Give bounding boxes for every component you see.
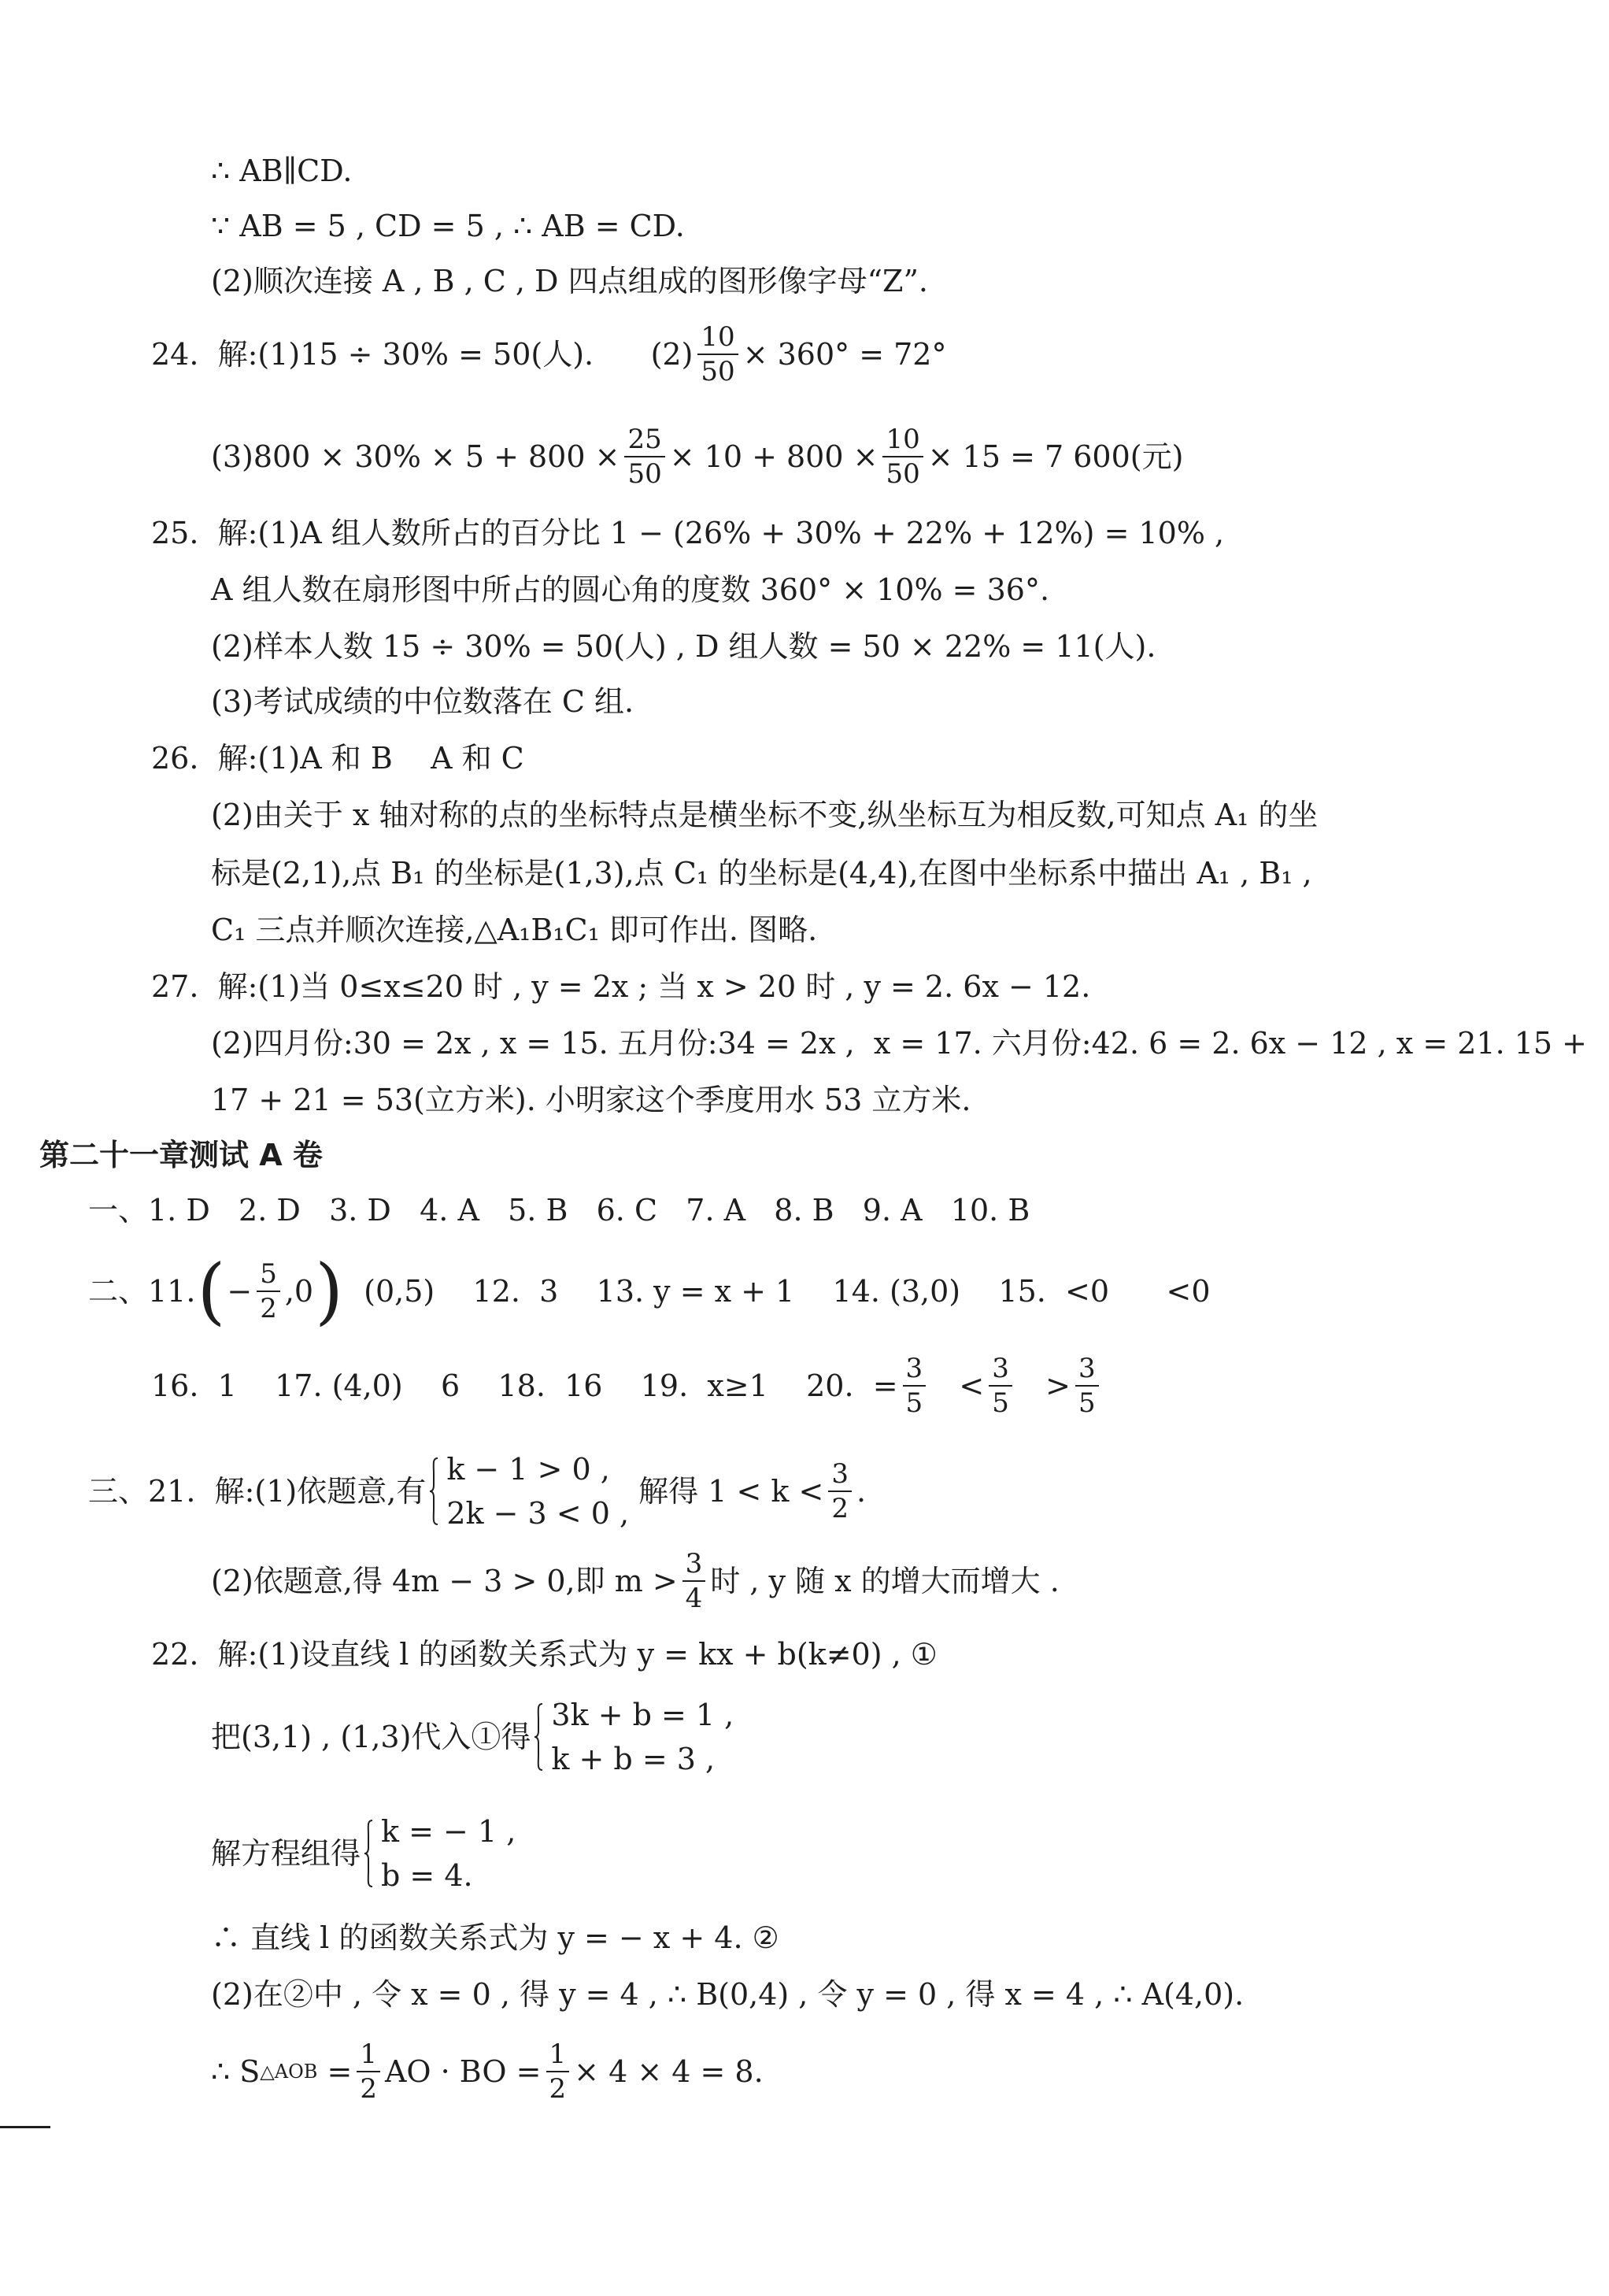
text: (3)考试成绩的中位数落在 C 组. <box>211 684 634 719</box>
equation-system <box>381 1814 516 1893</box>
text: 二、11. <box>88 1274 196 1309</box>
text: 时 , y 随 x 的增大而增大 . <box>710 1564 1060 1598</box>
numerator: 3 <box>903 1355 927 1387</box>
numerator: 3 <box>1075 1355 1099 1387</box>
text: (2)依题意,得 4m − 3 > 0,即 m > <box>211 1564 678 1598</box>
text: 三、21. 解:(1)依题意,有 <box>88 1474 427 1509</box>
equation: k + b = 3 , <box>551 1742 716 1776</box>
text: × 15 = 7 600(元) <box>927 439 1184 474</box>
text: < <box>930 1368 985 1403</box>
text: ∴ AB∥CD. <box>211 154 353 188</box>
text: ∴ 直线 l 的函数关系式为 y = − x + 4. ② <box>211 1920 779 1955</box>
equation: k − 1 > 0 , <box>446 1452 610 1487</box>
q27-line1 <box>151 969 1091 1004</box>
numerator: 10 <box>697 324 738 355</box>
left-brace-icon <box>534 1702 543 1772</box>
text: × 4 × 4 = 8. <box>574 2054 764 2089</box>
q25-line3 <box>211 629 1156 664</box>
q22-line1 <box>151 1637 938 1672</box>
numerator: 5 <box>257 1261 280 1292</box>
numerator: 3 <box>828 1461 852 1492</box>
text: × 360° = 72° <box>742 337 947 372</box>
q25-line1 <box>151 518 1224 548</box>
denominator: 50 <box>886 458 920 490</box>
denominator: 4 <box>685 1583 703 1614</box>
equation: 3k + b = 1 , <box>551 1698 734 1732</box>
q27-line2 <box>211 1026 1588 1061</box>
q26-line1 <box>151 741 524 776</box>
text: ∴ S <box>211 2054 261 2089</box>
fraction <box>697 321 738 387</box>
text: 标是(2,1),点 B₁ 的坐标是(1,3),点 C₁ 的坐标是(4,4),在图中坐标系中描出 A₁ , B₁ , <box>211 856 1312 891</box>
equation: 2k − 3 < 0 , <box>446 1496 630 1531</box>
paren-left: ( <box>197 1248 226 1333</box>
q26-line3 <box>211 856 1312 891</box>
q22-line2 <box>211 1694 734 1779</box>
equation-system <box>551 1700 734 1774</box>
text: ∵ AB = 5 , CD = 5 , ∴ AB = CD. <box>211 209 685 243</box>
denominator: 50 <box>627 458 662 490</box>
text: 26. 解:(1)A 和 B A 和 C <box>151 741 524 776</box>
q25-line2 <box>211 572 1050 607</box>
fraction <box>1075 1353 1099 1419</box>
denominator: 5 <box>905 1387 923 1419</box>
text: 22. 解:(1)设直线 l 的函数关系式为 y = kx + b(k≠0) , ① <box>151 1637 938 1672</box>
text: 一、1. D 2. D 3. D 4. A 5. B 6. C 7. A 8. B 9. A 10. B <box>88 1193 1030 1228</box>
text: × 10 + 800 × <box>669 439 878 474</box>
paren-right: ) <box>315 1248 343 1333</box>
text: A 组人数在扇形图中所占的圆心角的度数 360° × 10% = 36°. <box>211 572 1050 607</box>
fraction <box>882 424 923 490</box>
text: (2)四月份:30 = 2x , x = 15. 五月份:34 = 2x , x = 17. 六月份:42. 6 = 2. 6x − 12 , x = 21. 15 + <box>211 1026 1588 1061</box>
denominator: 2 <box>831 1493 849 1524</box>
line-shape-z <box>211 266 928 296</box>
text: 解方程组得 <box>211 1836 361 1871</box>
numerator: 1 <box>357 2041 380 2072</box>
heading-text: 第二十一章测试 A 卷 <box>39 1138 323 1172</box>
text: 24. 解:(1)15 ÷ 30% = 50(人). (2) <box>151 337 694 372</box>
equation: k = − 1 , <box>381 1814 516 1849</box>
q25-line4 <box>211 684 634 719</box>
q21-line1 <box>88 1449 866 1534</box>
fraction <box>546 2039 570 2105</box>
q24-line2 <box>211 425 1183 488</box>
q21-line2 <box>211 1546 1060 1616</box>
text: (2)由关于 x 轴对称的点的坐标特点是横坐标不变,纵坐标互为相反数,可知点 A₁ 的坐 <box>211 798 1319 832</box>
q22-line3 <box>211 1811 516 1896</box>
q26-line2 <box>211 800 1318 830</box>
fraction <box>682 1550 706 1612</box>
left-brace-icon <box>364 1819 373 1888</box>
subscript: △AOB <box>260 2061 318 2083</box>
q22-line4 <box>211 1920 779 1955</box>
part2-row2 <box>151 1351 1104 1420</box>
fraction <box>257 1258 280 1324</box>
left-brace-icon <box>429 1457 438 1526</box>
text: (2)顺次连接 A , B , C , D 四点组成的图形像字母“Z”. <box>211 264 928 298</box>
text: 17 + 21 = 53(立方米). 小明家这个季度用水 53 立方米. <box>211 1083 971 1117</box>
denominator: 2 <box>260 1293 277 1324</box>
part1-answers <box>88 1193 1030 1228</box>
minus-sign: − <box>227 1274 253 1309</box>
fraction <box>903 1353 927 1419</box>
denominator: 5 <box>992 1387 1009 1419</box>
denominator: 5 <box>1078 1387 1096 1419</box>
text: AO · BO = <box>384 2054 542 2089</box>
text: (0,5) 12. 3 13. y = x + 1 14. (3,0) 15. <0 <0 <box>345 1274 1211 1309</box>
q26-line4 <box>211 915 817 945</box>
fraction <box>828 1458 852 1524</box>
text: 解得 1 < k < <box>629 1474 824 1509</box>
numerator: 3 <box>682 1550 706 1582</box>
part2-row1 <box>88 1248 1211 1333</box>
text: C₁ 三点并顺次连接,△A₁B₁C₁ 即可作出. 图略. <box>211 913 818 947</box>
numerator: 1 <box>546 2041 570 2072</box>
q22-line6 <box>211 2036 764 2107</box>
text: . <box>856 1474 867 1509</box>
numerator: 25 <box>624 426 664 457</box>
fraction <box>989 1353 1012 1419</box>
text: 16. 1 17. (4,0) 6 18. 16 19. x≥1 20. = <box>151 1368 898 1403</box>
fraction <box>357 2039 380 2105</box>
denominator: 50 <box>701 356 735 387</box>
equation: b = 4. <box>381 1858 473 1893</box>
q27-line3 <box>211 1085 971 1115</box>
text: ,0 <box>284 1274 314 1309</box>
footer-rule <box>0 2126 50 2128</box>
section-heading <box>39 1140 323 1170</box>
text: 25. 解:(1)A 组人数所占的百分比 1 − (26% + 30% + 22% + 12%) = 10% , <box>151 516 1225 550</box>
text: (2)在②中 , 令 x = 0 , 得 y = 4 , ∴ B(0,4) , 令 y = 0 , 得 x = 4 , ∴ A(4,0). <box>211 1977 1245 2012</box>
numerator: 10 <box>882 426 923 457</box>
numerator: 3 <box>989 1355 1012 1387</box>
equation-system <box>446 1452 630 1531</box>
q22-line5 <box>211 1977 1245 2012</box>
text: (2)样本人数 15 ÷ 30% = 50(人) , D 组人数 = 50 × 22% = 11(人). <box>211 629 1156 664</box>
text: (3)800 × 30% × 5 + 800 × <box>211 439 620 474</box>
denominator: 2 <box>360 2073 377 2105</box>
text: > <box>1016 1368 1071 1403</box>
line-parallel <box>211 156 352 186</box>
fraction <box>624 424 664 490</box>
denominator: 2 <box>549 2073 567 2105</box>
line-equal <box>211 211 685 241</box>
q24-line1 <box>151 323 947 386</box>
text: 把(3,1) , (1,3)代入①得 <box>211 1720 531 1754</box>
text: = <box>317 2054 353 2089</box>
text: 27. 解:(1)当 0≤x≤20 时 , y = 2x ; 当 x > 20 时 , y = 2. 6x − 12. <box>151 969 1091 1004</box>
